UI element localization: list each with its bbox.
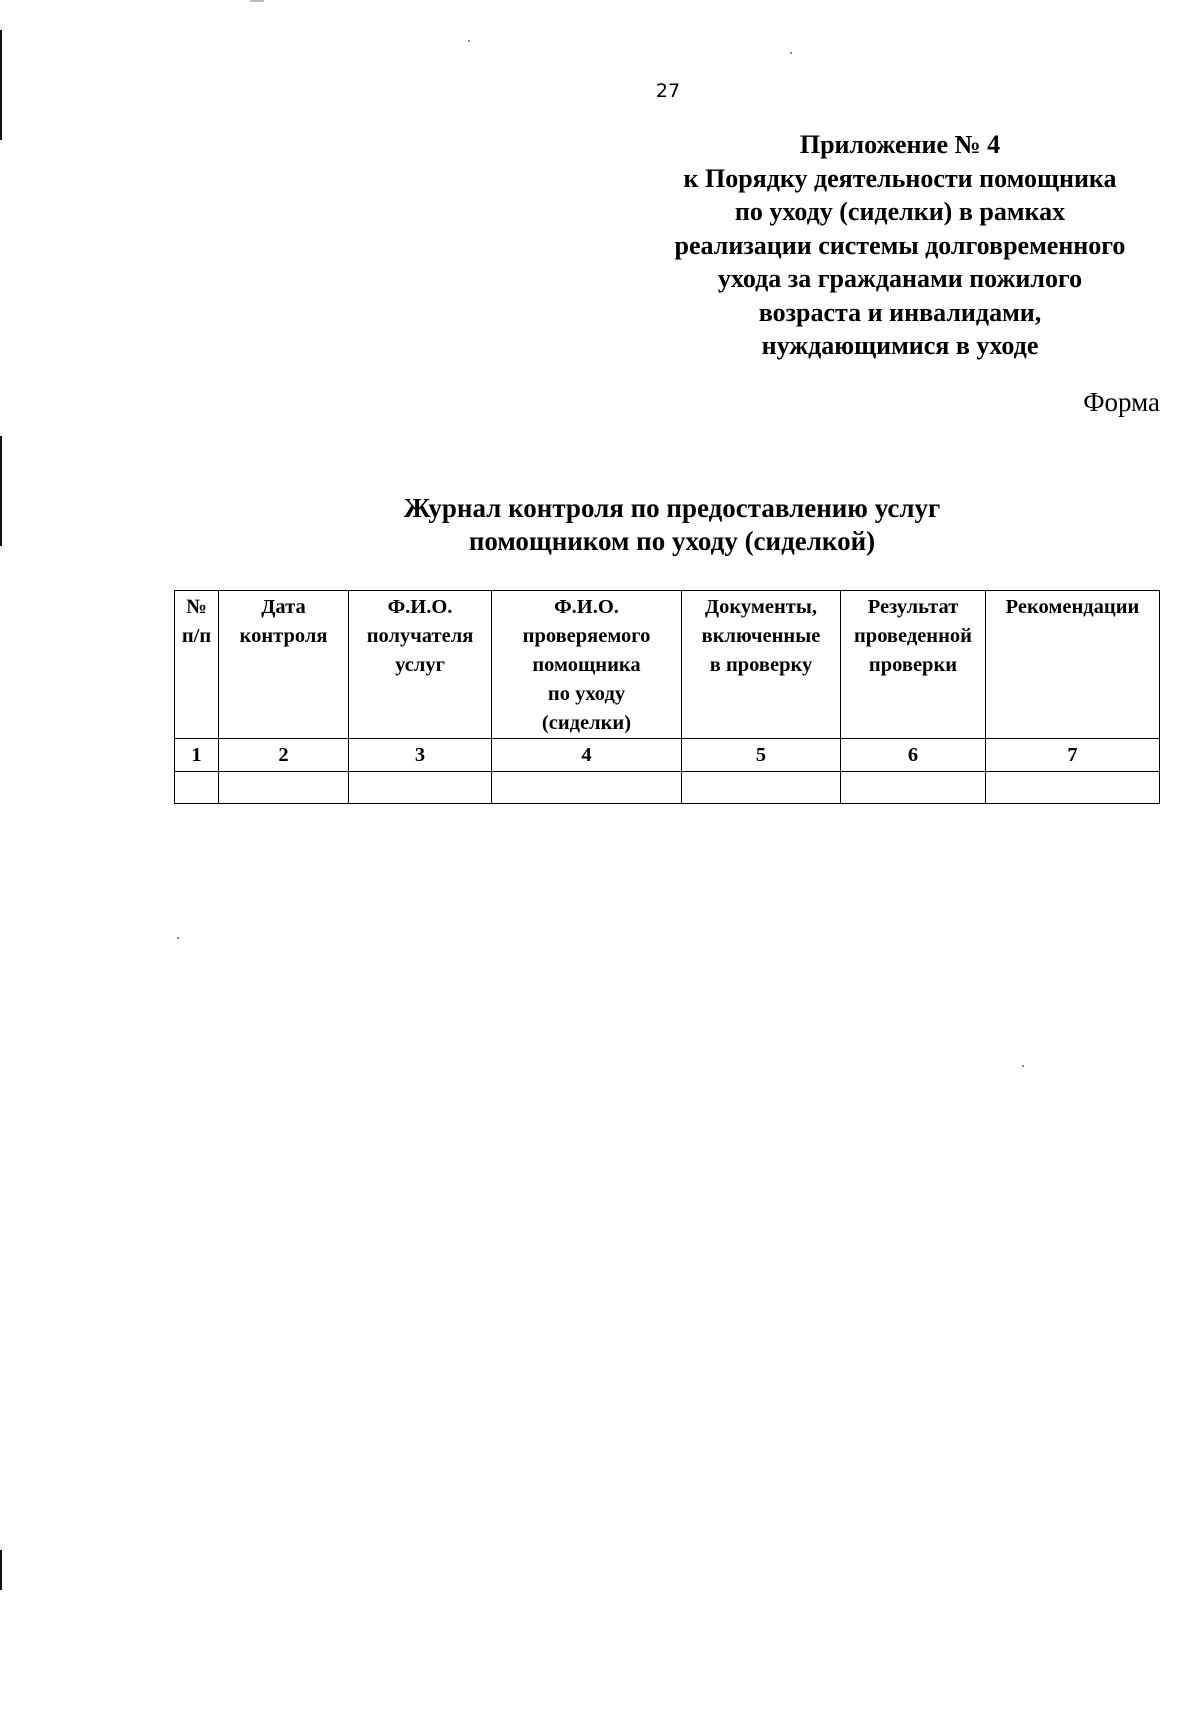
column-header-text: Дата контроля	[239, 596, 328, 647]
scan-edge-mark	[0, 30, 2, 140]
appendix-line: к Порядку деятельности помощника	[683, 163, 1117, 193]
column-header-text: Результат проведенной проверки	[853, 596, 972, 676]
column-number-row	[175, 739, 1160, 772]
column-number: 4	[492, 739, 682, 772]
column-number: 5	[682, 739, 841, 772]
table-row	[175, 772, 1160, 804]
appendix-line: Приложение № 4	[799, 130, 1001, 159]
column-header	[175, 591, 219, 739]
table-cell	[219, 772, 349, 804]
scan-dot	[177, 937, 179, 939]
journal-title	[172, 492, 1172, 558]
column-number: 7	[986, 739, 1160, 772]
scan-top-mark	[250, 0, 264, 2]
column-header	[682, 591, 841, 739]
column-header-text: Документы, включенные в проверку	[701, 596, 821, 676]
form-label: Форма	[1083, 387, 1160, 417]
column-header-text: № п/п	[181, 596, 212, 647]
column-header	[349, 591, 492, 739]
column-header	[841, 591, 986, 739]
column-number: 6	[841, 739, 986, 772]
scan-dot	[790, 52, 792, 54]
column-number: 2	[219, 739, 349, 772]
column-header-text: Рекомендации	[1005, 596, 1140, 618]
scan-dot	[1022, 1065, 1024, 1067]
column-number: 3	[349, 739, 492, 772]
scan-edge-mark	[0, 1550, 2, 1590]
column-number: 1	[175, 739, 219, 772]
appendix-header	[620, 128, 1180, 363]
column-header-text: Ф.И.О. проверяемого помощника по уходу (сиделки)	[522, 596, 651, 734]
appendix-line: по уходу (сиделки) в рамках	[734, 197, 1066, 226]
table-cell	[841, 772, 986, 804]
table-cell	[986, 772, 1160, 804]
table-cell	[682, 772, 841, 804]
table-cell	[492, 772, 682, 804]
table-cell	[349, 772, 492, 804]
column-header	[492, 591, 682, 739]
journal-table	[174, 590, 1160, 804]
appendix-line: нуждающимися в уходе	[761, 331, 1039, 360]
table-header-row	[175, 591, 1160, 739]
column-header-text: Ф.И.О. получателя услуг	[366, 596, 474, 676]
table-cell	[175, 772, 219, 804]
scan-dot	[468, 40, 470, 42]
journal-title-line: помощником по уходу (сиделкой)	[468, 526, 876, 556]
journal-title-line: Журнал контроля по предоставлению услуг	[403, 493, 941, 523]
scan-edge-mark	[0, 436, 2, 546]
column-header	[986, 591, 1160, 739]
appendix-line: реализации системы долговременного	[674, 230, 1126, 260]
appendix-line: возраста и инвалидами,	[758, 297, 1042, 327]
appendix-line: ухода за гражданами пожилого	[717, 264, 1083, 293]
page-number: 27	[655, 80, 681, 102]
column-header	[219, 591, 349, 739]
